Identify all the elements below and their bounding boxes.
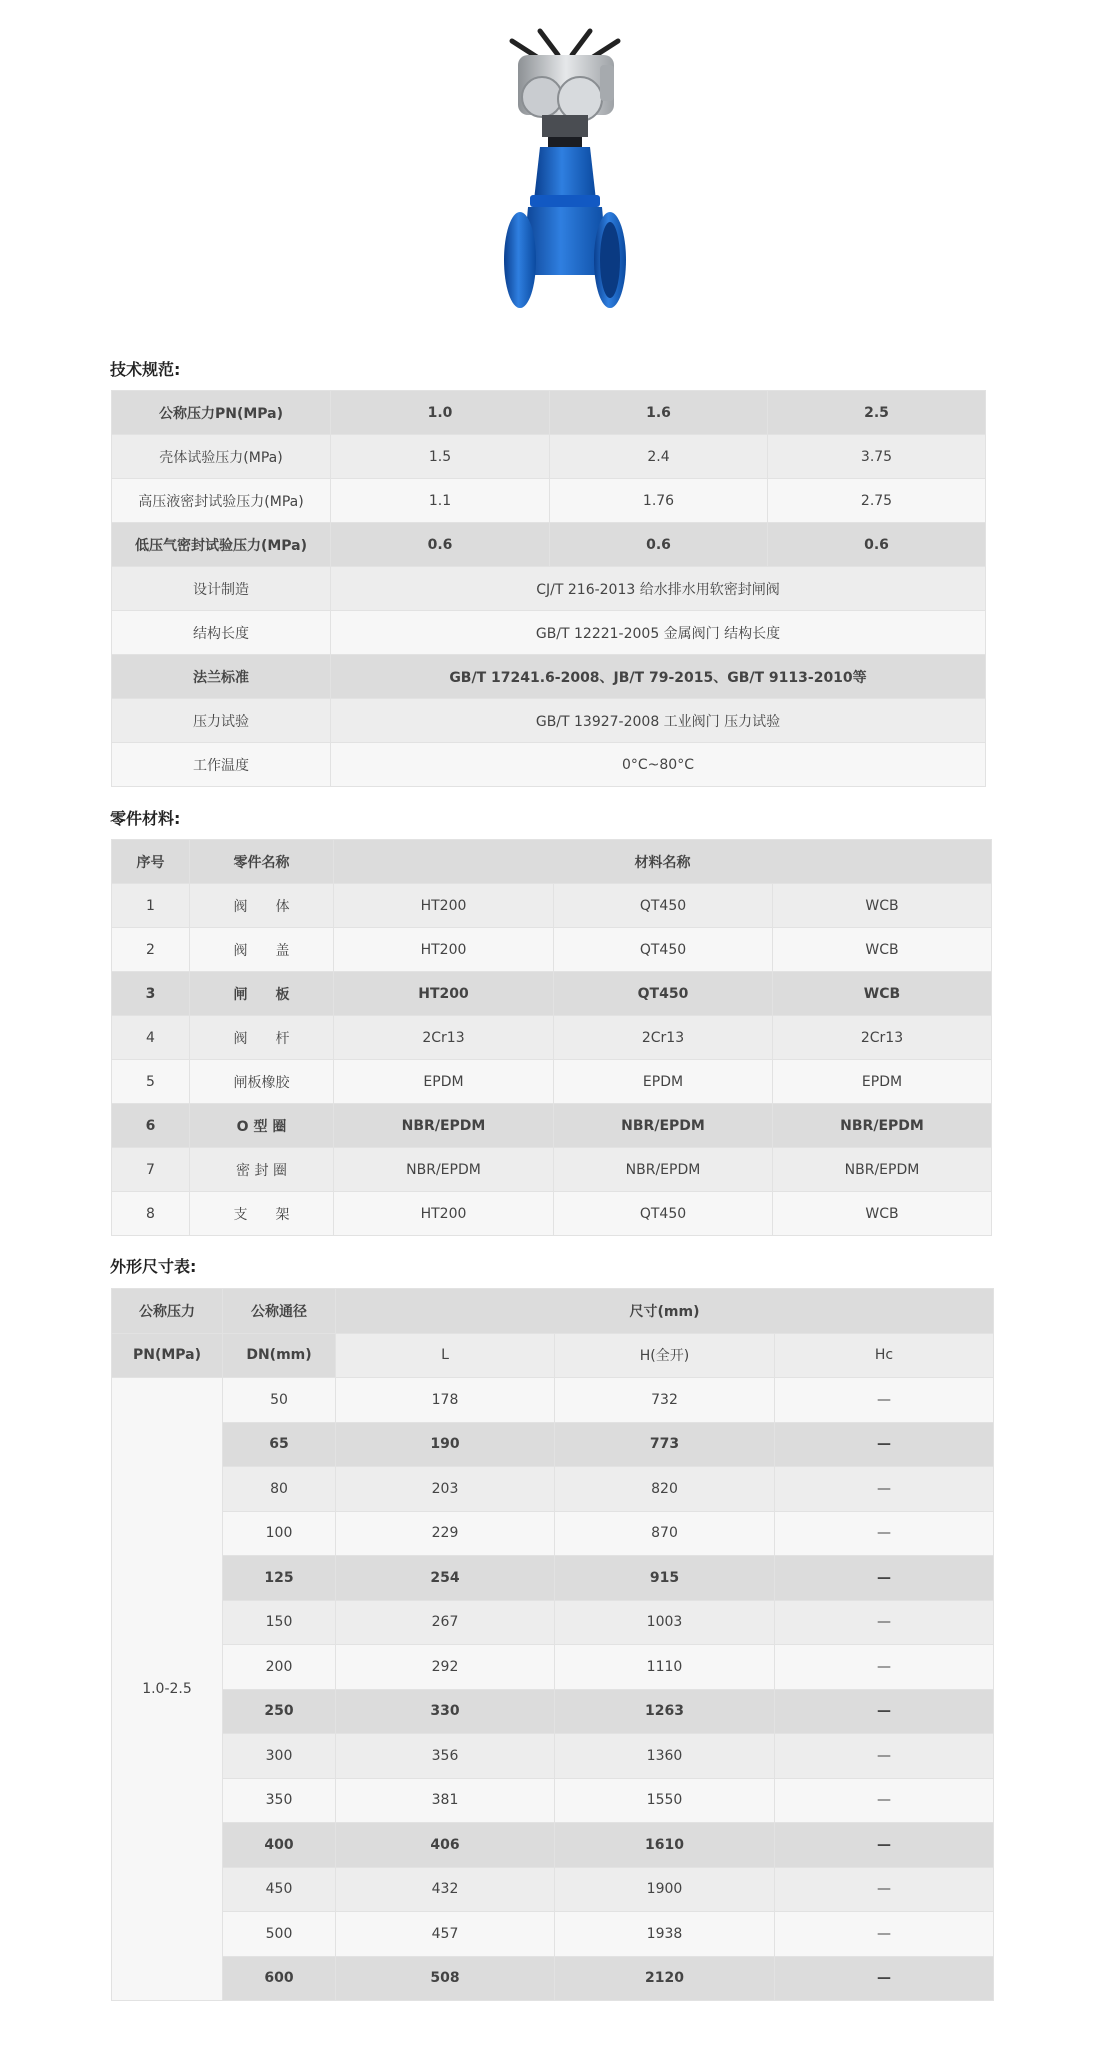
- table-row: [112, 699, 986, 743]
- spec-value: 2.5: [768, 391, 986, 435]
- part-no: 2: [112, 928, 190, 972]
- spec-value: GB/T 13927-2008 工业阀门 压力试验: [331, 699, 986, 743]
- table-row: [112, 567, 986, 611]
- spec-value: 1.76: [550, 479, 768, 523]
- dn-cell: 250: [223, 1689, 336, 1734]
- material: 2Cr13: [554, 1016, 773, 1060]
- parts-table: [111, 839, 992, 1236]
- hc-cell: —: [775, 1467, 994, 1512]
- spec-value: CJ/T 216-2013 给水排水用软密封闸阀: [331, 567, 986, 611]
- table-row: [112, 1912, 994, 1957]
- hc-cell: —: [775, 1645, 994, 1690]
- column-header-part: 零件名称: [190, 840, 334, 884]
- l-cell: 190: [336, 1422, 555, 1467]
- h-cell: 915: [555, 1556, 775, 1601]
- parts-section-title: 零件材料:: [110, 809, 181, 828]
- table-row: [112, 1734, 994, 1779]
- column-header-material: 材料名称: [334, 840, 992, 884]
- spec-label: 高压液密封试验压力(MPa): [112, 479, 331, 523]
- spec-value: GB/T 12221-2005 金属阀门 结构长度: [331, 611, 986, 655]
- part-name: 支 架: [190, 1192, 334, 1236]
- table-row: [112, 1016, 992, 1060]
- material: NBR/EPDM: [554, 1148, 773, 1192]
- column-header-dn-unit: DN(mm): [223, 1333, 336, 1378]
- material: NBR/EPDM: [554, 1104, 773, 1148]
- table-row: [112, 479, 986, 523]
- table-row: [112, 1060, 992, 1104]
- hc-cell: —: [775, 1600, 994, 1645]
- dn-cell: 150: [223, 1600, 336, 1645]
- h-cell: 820: [555, 1467, 775, 1512]
- spec-value: 2.75: [768, 479, 986, 523]
- table-row: [112, 1467, 994, 1512]
- material: HT200: [334, 928, 554, 972]
- spec-value: 0.6: [550, 523, 768, 567]
- table-row: [112, 611, 986, 655]
- l-cell: 508: [336, 1956, 555, 2001]
- l-cell: 330: [336, 1689, 555, 1734]
- dn-cell: 100: [223, 1511, 336, 1556]
- dn-cell: 450: [223, 1867, 336, 1912]
- dn-cell: 500: [223, 1912, 336, 1957]
- hc-cell: —: [775, 1734, 994, 1779]
- l-cell: 292: [336, 1645, 555, 1690]
- part-name: 密 封 圈: [190, 1148, 334, 1192]
- l-cell: 229: [336, 1511, 555, 1556]
- spec-value: GB/T 17241.6-2008、JB/T 79-2015、GB/T 9113-2010等: [331, 655, 986, 699]
- column-header-l: L: [336, 1333, 555, 1378]
- l-cell: 267: [336, 1600, 555, 1645]
- spec-section-title: 技术规范:: [110, 360, 181, 379]
- hc-cell: —: [775, 1378, 994, 1423]
- part-no: 5: [112, 1060, 190, 1104]
- material: HT200: [334, 884, 554, 928]
- table-row: [112, 1600, 994, 1645]
- h-cell: 1938: [555, 1912, 775, 1957]
- table-row: [112, 1778, 994, 1823]
- table-row: [112, 1192, 992, 1236]
- spec-label: 压力试验: [112, 699, 331, 743]
- dn-cell: 350: [223, 1778, 336, 1823]
- dn-cell: 80: [223, 1467, 336, 1512]
- gate-valve-product-image: [500, 25, 630, 315]
- material: WCB: [773, 1192, 992, 1236]
- h-cell: 1360: [555, 1734, 775, 1779]
- spec-value: 0.6: [768, 523, 986, 567]
- table-header-row: [112, 1289, 994, 1334]
- material: NBR/EPDM: [773, 1104, 992, 1148]
- table-row: [112, 972, 992, 1016]
- spec-label: 公称压力PN(MPa): [112, 391, 331, 435]
- table-row: [112, 1104, 992, 1148]
- material: QT450: [554, 884, 773, 928]
- h-cell: 870: [555, 1511, 775, 1556]
- l-cell: 406: [336, 1823, 555, 1868]
- table-header-row: [112, 840, 992, 884]
- hc-cell: —: [775, 1867, 994, 1912]
- part-no: 3: [112, 972, 190, 1016]
- spec-value: 0.6: [331, 523, 550, 567]
- material: NBR/EPDM: [334, 1148, 554, 1192]
- l-cell: 457: [336, 1912, 555, 1957]
- h-cell: 2120: [555, 1956, 775, 2001]
- spec-value: 0°C~80°C: [331, 743, 986, 787]
- material: NBR/EPDM: [334, 1104, 554, 1148]
- h-cell: 732: [555, 1378, 775, 1423]
- hc-cell: —: [775, 1511, 994, 1556]
- table-row: [112, 1422, 994, 1467]
- material: WCB: [773, 928, 992, 972]
- table-row: [112, 1956, 994, 2001]
- table-row: [112, 1823, 994, 1868]
- material: WCB: [773, 884, 992, 928]
- material: QT450: [554, 972, 773, 1016]
- column-header-no: 序号: [112, 840, 190, 884]
- spec-label: 工作温度: [112, 743, 331, 787]
- spec-table: [111, 390, 986, 787]
- hc-cell: —: [775, 1823, 994, 1868]
- part-name: 阀 体: [190, 884, 334, 928]
- column-header-hc: Hc: [775, 1333, 994, 1378]
- table-row: [112, 391, 986, 435]
- part-name: O 型 圈: [190, 1104, 334, 1148]
- dn-cell: 300: [223, 1734, 336, 1779]
- l-cell: 381: [336, 1778, 555, 1823]
- column-header-dn: 公称通径: [223, 1289, 336, 1334]
- part-no: 8: [112, 1192, 190, 1236]
- dims-section-title: 外形尺寸表:: [110, 1257, 197, 1276]
- h-cell: 1900: [555, 1867, 775, 1912]
- spec-label: 壳体试验压力(MPa): [112, 435, 331, 479]
- column-header-pn: 公称压力: [112, 1289, 223, 1334]
- table-row: [112, 884, 992, 928]
- spec-label: 低压气密封试验压力(MPa): [112, 523, 331, 567]
- material: HT200: [334, 1192, 554, 1236]
- column-header-pn-unit: PN(MPa): [112, 1333, 223, 1378]
- spec-value: 1.5: [331, 435, 550, 479]
- l-cell: 254: [336, 1556, 555, 1601]
- spec-value: 1.0: [331, 391, 550, 435]
- table-row: [112, 655, 986, 699]
- h-cell: 1550: [555, 1778, 775, 1823]
- column-header-size: 尺寸(mm): [336, 1289, 994, 1334]
- part-name: 阀 盖: [190, 928, 334, 972]
- material: HT200: [334, 972, 554, 1016]
- table-row: [112, 435, 986, 479]
- h-cell: 1110: [555, 1645, 775, 1690]
- material: EPDM: [554, 1060, 773, 1104]
- dn-cell: 125: [223, 1556, 336, 1601]
- h-cell: 1263: [555, 1689, 775, 1734]
- table-row: [112, 928, 992, 972]
- material: 2Cr13: [773, 1016, 992, 1060]
- material: QT450: [554, 928, 773, 972]
- dn-cell: 600: [223, 1956, 336, 2001]
- table-row: [112, 1511, 994, 1556]
- dn-cell: 65: [223, 1422, 336, 1467]
- spec-value: 2.4: [550, 435, 768, 479]
- h-cell: 773: [555, 1422, 775, 1467]
- part-no: 4: [112, 1016, 190, 1060]
- part-no: 7: [112, 1148, 190, 1192]
- l-cell: 203: [336, 1467, 555, 1512]
- column-header-h: H(全开): [555, 1333, 775, 1378]
- hc-cell: —: [775, 1689, 994, 1734]
- h-cell: 1003: [555, 1600, 775, 1645]
- part-no: 1: [112, 884, 190, 928]
- pn-range-cell: 1.0-2.5: [112, 1378, 223, 2001]
- hc-cell: —: [775, 1956, 994, 2001]
- material: QT450: [554, 1192, 773, 1236]
- material: 2Cr13: [334, 1016, 554, 1060]
- material: NBR/EPDM: [773, 1148, 992, 1192]
- table-row: [112, 1556, 994, 1601]
- dn-cell: 50: [223, 1378, 336, 1423]
- dims-table: [111, 1288, 994, 2001]
- spec-value: 3.75: [768, 435, 986, 479]
- table-row: [112, 743, 986, 787]
- hc-cell: —: [775, 1556, 994, 1601]
- spec-value: 1.1: [331, 479, 550, 523]
- part-no: 6: [112, 1104, 190, 1148]
- table-row: [112, 523, 986, 567]
- table-row: [112, 1867, 994, 1912]
- dn-cell: 400: [223, 1823, 336, 1868]
- hc-cell: —: [775, 1912, 994, 1957]
- table-header-row: [112, 1333, 994, 1378]
- h-cell: 1610: [555, 1823, 775, 1868]
- table-row: [112, 1148, 992, 1192]
- l-cell: 432: [336, 1867, 555, 1912]
- material: EPDM: [773, 1060, 992, 1104]
- spec-label: 结构长度: [112, 611, 331, 655]
- part-name: 阀 杆: [190, 1016, 334, 1060]
- l-cell: 178: [336, 1378, 555, 1423]
- l-cell: 356: [336, 1734, 555, 1779]
- material: WCB: [773, 972, 992, 1016]
- dn-cell: 200: [223, 1645, 336, 1690]
- hc-cell: —: [775, 1422, 994, 1467]
- material: EPDM: [334, 1060, 554, 1104]
- hc-cell: —: [775, 1778, 994, 1823]
- part-name: 闸板橡胶: [190, 1060, 334, 1104]
- spec-value: 1.6: [550, 391, 768, 435]
- table-row: [112, 1645, 994, 1690]
- spec-label: 法兰标准: [112, 655, 331, 699]
- part-name: 闸 板: [190, 972, 334, 1016]
- spec-label: 设计制造: [112, 567, 331, 611]
- table-row: [112, 1689, 994, 1734]
- table-row: [112, 1378, 994, 1423]
